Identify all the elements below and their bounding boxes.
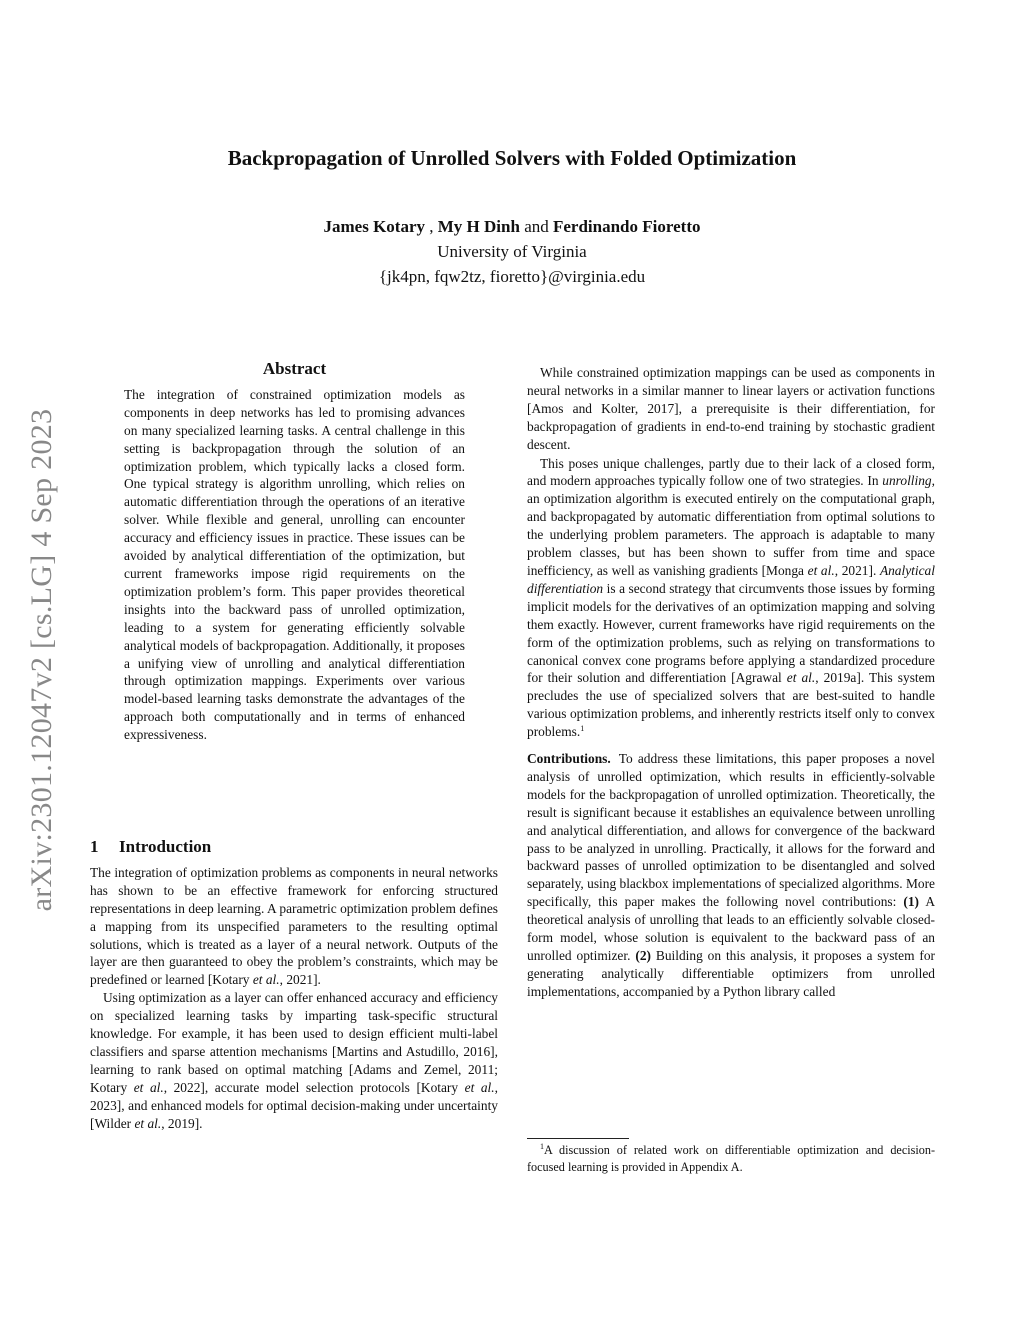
section-heading bbox=[90, 838, 498, 856]
text-run: , an optimization algorithm is executed entirely on the computational graph, and backpropagated by automatic differentiation from optimal solutions to the underlying problem parameters. The approach is adaptable to many problem classes, but has been shown to suffer from time and space inefficiency, as well as vanishing gradients [Monga bbox=[527, 473, 935, 578]
text-run: This poses unique challenges, partly due to their lack of a closed form, and modern approaches typically follow one of two strategies. In bbox=[527, 455, 935, 489]
author-names bbox=[0, 214, 1024, 239]
run-in-heading: Contributions. bbox=[527, 751, 611, 767]
footnote-marker[interactable]: 1 bbox=[580, 724, 585, 734]
contributions-paragraph bbox=[527, 750, 935, 1001]
list-marker: (2) bbox=[635, 948, 651, 963]
author-name: My H Dinh bbox=[437, 217, 520, 236]
text-run: To address these limitations, this paper proposes a novel analysis of unrolled optimization, which results in efficiently-solvable models for the backpropagation of unrolled optimization. Theoretically, the result is significant because it establishes an equivalence between unrolling and analytical differentiation, and allows for convergence of the backward pass to be analyzed in unrolling. Practically, it allows for the forward and backward passes of unrolled optimization to be disentangled and solved separately, using blackbox implementations of specialized algorithms. More specifically, this paper makes the following novel contributions: bbox=[527, 751, 935, 910]
text-run: A theoretical analysis of unrolling that leads to an efficiently solvable closed-form model, whose solution is equivalent to the backward pass of an unrolled optimizer. bbox=[527, 894, 936, 963]
introduction-section bbox=[90, 838, 498, 1133]
author-emails: {jk4pn, fqw2tz, fioretto}@virginia.edu bbox=[378, 267, 646, 286]
emphasis: unrolling bbox=[882, 473, 932, 489]
abstract-text: The integration of constrained optimization models as components in deep networks has led to promising advances on many specialized learning tasks. A central challenge in this setting is backpropagation through the solution of an optimization problem, which typically lacks a closed form. One typical strategy is algorithm unrolling, which relies on automatic differentiation through the operations of an iterative solver. While flexible and general, unrolling can encounter accuracy and efficiency issues in practice. These issues can be avoided by analytical differentiation of the optimization, but current frameworks impose rigid requirements on the optimization problem’s form. This paper provides theoretical insights into the backward pass of unrolled optimization, leading to a system for generating efficiently solvable analytical models of backpropagation. Additionally, it proposes a unifying view of unrolling and analytical differentiation through optimization mappings. Experiments over various model-based learning tasks demonstrate the advantages of the approach both computationally and in terms of enhanced expressiveness. bbox=[124, 386, 465, 743]
paragraph bbox=[90, 864, 498, 989]
citation-etal: et al. bbox=[464, 1079, 495, 1095]
footnote-text: A discussion of related work on differentiable optimization and decision-focused learning is provided in Appendix A. bbox=[527, 1143, 935, 1174]
author-name: James Kotary bbox=[323, 217, 426, 236]
text-run: Using optimization as a layer can offer enhanced accuracy and efficiency on specialized learning tasks by imparting task-specific structural knowledge. For example, it has been used to design efficient multi-label classifiers and sparse attention mechanisms [Martins and Astudillo, 2016], learning to rank based on optimal matching [Adams and Zemel, 2011; Kotary bbox=[90, 990, 498, 1095]
text-run: Building on this analysis, it proposes a system for generating analytically differentiable optimizers from unrolled implementations, accompanied by a Python library called bbox=[527, 948, 935, 999]
right-column bbox=[527, 364, 935, 1001]
abstract-section bbox=[124, 360, 465, 744]
section-number: 1 bbox=[90, 837, 99, 856]
section-title: Introduction bbox=[119, 837, 212, 856]
footnote bbox=[527, 1142, 935, 1176]
emphasis: Analytical differentiation bbox=[527, 562, 935, 596]
text-run: The integration of optimization problems as components in neural networks has shown to be an effective framework for enforcing structured representations in deep learning. A parametric optimization problem defines a mapping from its unspecified parameters to the resulting optimal solutions, which is treated as a layer of a neural network. Outputs of the layer are then guaranteed to obey the problem’s constraints, which may be predefined or learned [Kotary bbox=[90, 864, 498, 988]
citation-etal: et al. bbox=[807, 562, 835, 578]
text-run: , 2023], and enhanced models for optimal decision-making under uncertainty [Wilder bbox=[90, 1079, 498, 1131]
text-run: , 2021]. bbox=[279, 972, 321, 988]
text-run: , 2021]. bbox=[834, 562, 880, 578]
paragraph bbox=[527, 455, 935, 742]
text-run: , 2022], accurate model selection protocols [Kotary bbox=[163, 1079, 465, 1095]
affiliation: University of Virginia bbox=[437, 242, 587, 261]
text-run: , 2019]. bbox=[161, 1115, 203, 1131]
paragraph: While constrained optimization mappings can be used as components in neural networks in a similar manner to linear layers or activation functions [Amos and Kolter, 2017], a prerequisite is their differentiation, for backpropagation of gradients in end-to-end training by stochastic gradient descent. bbox=[527, 365, 935, 452]
citation-etal: et al. bbox=[786, 670, 816, 686]
author-separator: and bbox=[519, 217, 553, 236]
abstract-heading: Abstract bbox=[262, 359, 327, 378]
arxiv-identifier: arXiv:2301.12047v2 [cs.LG] 4 Sep 2023 bbox=[25, 408, 58, 912]
footnote-number: 1 bbox=[540, 1142, 544, 1151]
author-block bbox=[0, 214, 1024, 289]
list-marker: (1) bbox=[903, 894, 920, 910]
citation-etal: et al. bbox=[134, 1115, 162, 1131]
text-run: is a second strategy that circumvents those issues by forming implicit models for the derivatives of an optimization mapping and solving them exactly. However, current frameworks have rigid requirements on the form of the optimization problems, such as relying on transformations to canonical convex cone programs before applying a standardized procedure for their solution and differentiation [Agrawal bbox=[527, 580, 935, 686]
citation-etal: et al. bbox=[133, 1079, 164, 1095]
author-separator: , bbox=[425, 217, 438, 236]
citation-etal: et al. bbox=[252, 972, 280, 988]
paper-title: Backpropagation of Unrolled Solvers with Folded Optimization bbox=[227, 146, 797, 170]
footnote-divider bbox=[527, 1138, 629, 1139]
paragraph bbox=[90, 989, 498, 1132]
text-run: , 2019a]. This system precludes the use of specialized solvers that are best-suited to handle various optimization problems, and inherently restricts itself only to convex problems. bbox=[527, 670, 936, 740]
author-name: Ferdinando Fioretto bbox=[553, 217, 701, 236]
